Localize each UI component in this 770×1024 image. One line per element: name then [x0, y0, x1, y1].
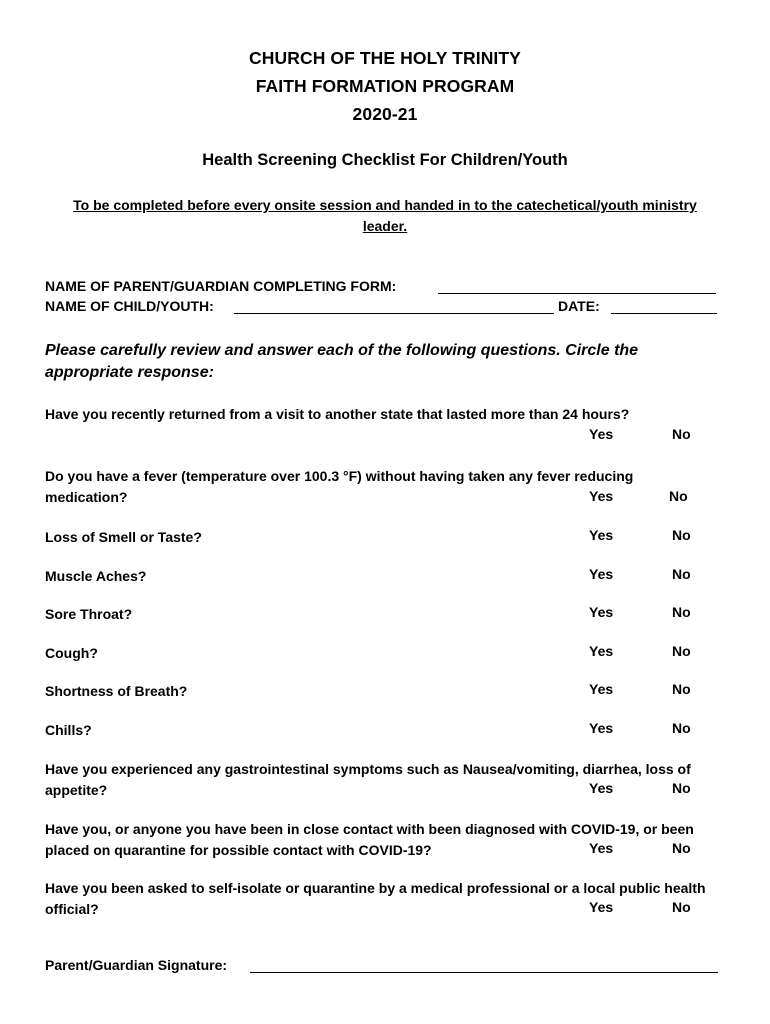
parent-name-field[interactable] [438, 293, 716, 294]
q5-yes-option[interactable]: Yes [589, 604, 614, 620]
q8-yes-option[interactable]: Yes [589, 720, 614, 736]
q9-yes-option[interactable]: Yes [589, 780, 614, 796]
q2-no-option[interactable]: No [669, 488, 688, 504]
question-9: Have you experienced any gastrointestinal symptoms such as Nausea/vomiting, diarrhea, loss of appetite? [45, 761, 691, 798]
form-instructions: To be completed before every onsite session and handed in to the catechetical/youth ministry leader. [73, 197, 697, 234]
q10-yes-option[interactable]: Yes [589, 840, 614, 856]
q7-yes-option[interactable]: Yes [589, 681, 614, 697]
question-7: Shortness of Breath? [45, 683, 188, 699]
q3-yes-option[interactable]: Yes [589, 527, 614, 543]
q1-no-option[interactable]: No [672, 426, 691, 442]
q6-no-option[interactable]: No [672, 643, 691, 659]
q3-no-option[interactable]: No [672, 527, 691, 543]
date-field[interactable] [611, 313, 717, 314]
question-8: Chills? [45, 722, 92, 738]
question-5: Sore Throat? [45, 606, 133, 622]
q11-yes-option[interactable]: Yes [589, 899, 614, 915]
program-title: FAITH FORMATION PROGRAM [255, 76, 515, 96]
question-11: Have you been asked to self-isolate or quarantine by a medical professional or a local public health official? [45, 880, 706, 917]
q4-yes-option[interactable]: Yes [589, 566, 614, 582]
q1-yes-option[interactable]: Yes [589, 426, 614, 442]
question-3: Loss of Smell or Taste? [45, 529, 202, 545]
instructions-prompt: Please carefully review and answer each of the following questions. Circle the appropriate response: [45, 342, 639, 381]
form-title: Health Screening Checklist For Children/Youth [202, 151, 568, 169]
signature-label: Parent/Guardian Signature: [45, 957, 228, 973]
q5-no-option[interactable]: No [672, 604, 691, 620]
q8-no-option[interactable]: No [672, 720, 691, 736]
question-4: Muscle Aches? [45, 568, 147, 584]
question-1: Have you recently returned from a visit to another state that lasted more than 24 hours? [45, 406, 630, 422]
q2-yes-option[interactable]: Yes [589, 488, 614, 504]
q11-no-option[interactable]: No [672, 899, 691, 915]
question-10: Have you, or anyone you have been in close contact with been diagnosed with COVID-19, or been placed on quarantine for possible contact with COVID-19? [45, 821, 694, 858]
q6-yes-option[interactable]: Yes [589, 643, 614, 659]
organization-title: CHURCH OF THE HOLY TRINITY [249, 48, 521, 68]
question-6: Cough? [45, 645, 98, 661]
child-name-label: NAME OF CHILD/YOUTH: [45, 298, 214, 314]
q10-no-option[interactable]: No [672, 840, 691, 856]
q7-no-option[interactable]: No [672, 681, 691, 697]
signature-field[interactable] [250, 972, 718, 973]
q9-no-option[interactable]: No [672, 780, 691, 796]
q4-no-option[interactable]: No [672, 566, 691, 582]
program-year: 2020-21 [352, 104, 418, 124]
child-name-field[interactable] [234, 313, 554, 314]
question-2: Do you have a fever (temperature over 100.3 °F) without having taken any fever reducing medication? [45, 468, 634, 505]
date-label: DATE: [558, 298, 600, 314]
parent-name-label: NAME OF PARENT/GUARDIAN COMPLETING FORM: [45, 278, 397, 294]
